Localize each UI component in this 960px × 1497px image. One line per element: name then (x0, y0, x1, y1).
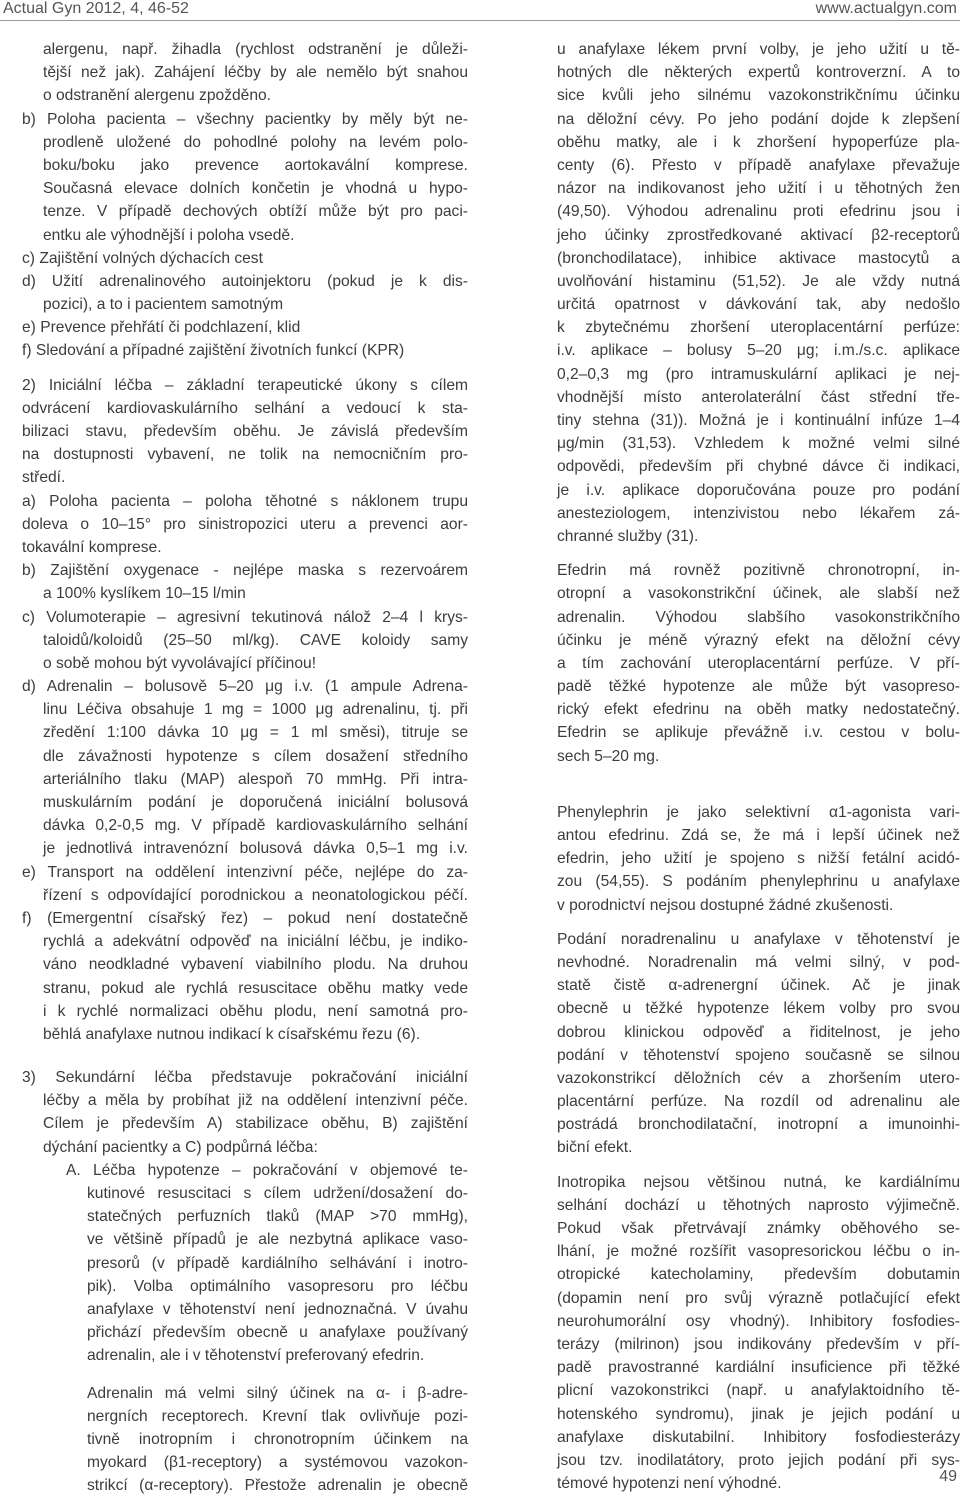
text-line: f) (Emergentní císařský řez) – pokud není dostatečně (22, 909, 468, 927)
text-line: (49,50). Výhodou adrenalinu proti efedrinu jsou i (557, 203, 960, 221)
text-line: pozici), a to i pacientem samotným (43, 296, 284, 314)
text-line: účinku je méně výrazný efekt na děložní cévy (557, 631, 960, 649)
text-line: středí. (22, 469, 66, 487)
text-line: otropické katecholaminy, především dobutamin (557, 1266, 960, 1284)
text-line: adrenalin, ale i v těhotenství preferovaný efedrin. (87, 1347, 425, 1365)
text-line: 0,2–0,3 mg (pro intramuskulární aplikaci je nej- (557, 365, 960, 383)
left-column (22, 38, 468, 1497)
text-line: Podání noradrenalinu u anafylaxe v těhotenství je (557, 930, 960, 948)
paragraph-gap (22, 363, 468, 374)
text-line: dýchání pacientky a C) podpůrná léčba: (43, 1138, 318, 1156)
text-line: d) Užití adrenalinového autoinjektoru (pokud je k dis- (22, 272, 468, 290)
paragraph-gap (22, 1046, 468, 1066)
text-line: doleva o 10–15° pro sinistropozici uteru a prevenci aor- (22, 515, 468, 533)
paragraph-gap (557, 790, 960, 801)
text-line: lhání, je možné rozšířit vasopresorickou léčbu o in- (557, 1243, 960, 1261)
text-line: A. Léčba hypotenze – pokračování v objemové te- (66, 1161, 468, 1179)
text-line: jsou tzv. inodilatátory, proto jejich podání při sys- (557, 1451, 960, 1469)
text-line: centy (6). Přesto v případě anafylaxe převažuje (557, 156, 960, 174)
text-line: odpovědi, především při chybné dávce či indikaci, (557, 458, 960, 476)
text-line: biční efekt. (557, 1139, 633, 1157)
text-line: nevhodné. Noradrenalin má velmi silný, v pod- (557, 953, 960, 971)
text-line: zou (54,55). S podáním phenylephrinu u anafylaxe (557, 873, 960, 891)
text-line: selhání dochází u těhotných naprosto výjimečně. (557, 1196, 960, 1214)
text-line: stranu, pokud ale rychlá resuscitace oběhu matky vede (43, 979, 468, 997)
text-line: tivně inotropním i chronotropním účinkem na (87, 1430, 468, 1448)
text-line: placentární perfúze. Na rozdíl od adrenalinu ale (557, 1093, 960, 1111)
text-line: f) Sledování a případné zajištění životních funkcí (KPR) (22, 342, 405, 360)
text-line: c) Volumoterapie – agresivní tekutinová nálož 2–4 l krys- (22, 608, 468, 626)
text-line: b) Poloha pacienta – všechny pacientky by měly být ne- (22, 110, 468, 128)
text-line: Efedrin se aplikuje převážně i.v. cestou v bolu- (557, 724, 960, 742)
text-line: Adrenalin má velmi silný účinek na α- i β-adre- (87, 1384, 468, 1402)
text-line: anafylaxe diskutabilní. Inhibitory fosfodiesterázy (557, 1428, 960, 1446)
text-line: terázy (milrinon) jsou indikovány především v pří- (557, 1335, 960, 1353)
text-line: dobrou klinickou odpověď a řiditelnost, je jeho (557, 1023, 960, 1041)
text-line: presorů (v případě kardiálního selhávání i inotro- (87, 1254, 468, 1272)
right-column (557, 38, 960, 1495)
text-line: určitá opatrnost v dávkování tak, aby nedošlo (557, 296, 960, 314)
text-line: bilizaci stavu, především oběhu. Je závislá především (22, 423, 468, 440)
text-line: k zbytečnému zhoršení uteroplacentární perfúze: (557, 319, 960, 337)
text-line: Pokud však přetrvávají známky oběhového se- (557, 1220, 960, 1237)
text-line: strikcí (α-receptory). Přestože adrenalin je obecně (87, 1477, 468, 1495)
text-line: sech 5–20 mg. (557, 747, 660, 765)
text-line: linu Léčiva obsahuje 1 mg = 1000 μg adrenalinu, tj. při (43, 701, 468, 719)
text-line: rychlá a adekvátní odpověď na iniciální léčbu, je indiko- (43, 933, 468, 951)
text-line: sice kvůli jeho silnému vazokonstrikčnímu účinku (557, 87, 960, 105)
text-line: 3) Sekundární léčba představuje pokračování iniciální (22, 1069, 468, 1087)
text-line: kutinové resuscitaci s cílem udržení/dosažení do- (87, 1185, 468, 1202)
text-line: a tím zachování uteroplacentární perfúze. V pří- (557, 654, 960, 672)
header-rule (0, 20, 960, 21)
journal-citation: Actual Gyn 2012, 4, 46-52 (3, 0, 189, 17)
text-line: oběhu matky, ale i k zhoršení hypoperfúze pla- (557, 133, 960, 151)
text-line: Inotropika nejsou většinou nutná, ke kardiálnímu (557, 1173, 960, 1191)
text-line: boku/boku jako prevence aortokavální komprese. (43, 156, 468, 174)
text-line: (bronchodilatace), inhibice aktivace mastocytů a (557, 249, 960, 267)
paragraph-gap (557, 917, 960, 928)
journal-website[interactable]: www.actualgyn.com (815, 0, 957, 17)
text-line: d) Adrenalin – bolusově 5–20 μg i.v. (1 ampule Adrena- (22, 678, 468, 696)
paragraph-gap (557, 768, 960, 790)
text-line: o odstranění alergenu zpožděno. (43, 87, 272, 105)
text-line: rický efekt efedrinu na oběh matky nedostatečný. (557, 701, 960, 719)
text-line: taloidů/koloidů (25–50 ml/kg). CAVE koloidy samy (43, 631, 468, 649)
text-line: tenze. V případě dechových obtíží může být pro paci- (43, 203, 468, 221)
text-line: zředění 1:100 dávka 10 μg = 1 ml směsi), titruje se (43, 724, 468, 742)
text-line: pik). Volba optimálního vasopresoru pro léčbu (87, 1277, 468, 1295)
text-line: na děložní cévy. Po jeho podání dojde k zlepšení (557, 110, 960, 128)
text-line: tokavální komprese. (22, 538, 162, 556)
text-line: alergenu, např. žihadla (rychlost odstranění je důleži- (43, 41, 468, 58)
text-line: uvolňování histaminu (51,52). Je ale vždy nutná (557, 272, 960, 290)
text-line: a) Poloha pacienta – poloha těhotné s náklonem trupu (22, 492, 468, 510)
text-line: plicní vazokonstrikci (např. u anafylaktoidního tě- (557, 1382, 960, 1400)
text-line: anesteziologem, intenzivistou nebo lékařem zá- (557, 504, 960, 522)
text-line: (dopamin není pro svůj výrazně potlačující efekt (557, 1289, 960, 1307)
text-line: přichází především obecně u anafylaxe používaný (87, 1324, 468, 1342)
text-line: neurohumorální osy vhodný). Inhibitory fosfodies- (557, 1312, 960, 1330)
text-line: otropní a vasokonstrikční účinek, ale slabší než (557, 585, 960, 603)
text-line: jeho účinky zprostředkované aktivací β2-receptorů (557, 226, 960, 244)
text-line: efedrin, jeho užití je spojeno s nižší fetální acidó- (557, 850, 960, 868)
text-line: prodleně uložené do pohodlné polohy na levém polo- (43, 133, 468, 151)
text-line: vazokonstrikcí děložních cév a zhoršením utero- (557, 1069, 960, 1087)
text-line: Cílem je především A) stabilizace oběhu, B) zajištění (43, 1115, 468, 1133)
text-line: chranné služby (31). (557, 527, 699, 545)
paragraph-gap (557, 548, 960, 559)
text-line: běhlá anafylaxe nutnou indikací k císařskému řezu (6). (43, 1025, 421, 1043)
text-line: dávka 0,2-0,5 mg. V případě kardiovaskulárního selhání (43, 817, 468, 835)
text-line: je i.v. aplikace doporučována pouze pro podání (557, 481, 960, 499)
text-line: o sobě mohou být vyvolávající příčinou! (43, 654, 317, 672)
text-line: hotenského syndromu), jinak je jejich podání u (557, 1405, 960, 1423)
text-line: Současná elevace dolních končetin je vhodná u hypo- (43, 180, 468, 198)
text-line: na dostupnosti vybavení, ne tolik na nemocničním pro- (22, 446, 468, 464)
text-line: v porodnictví nejsou dostupné žádné zkušenosti. (557, 896, 894, 914)
text-line: a 100% kyslíkem 10–15 l/min (43, 585, 246, 603)
text-line: dle závažnosti hypotenze s cílem dosažení středního (43, 747, 468, 765)
text-line: anafylaxe v těhotenství není jednoznačná. V úvahu (87, 1300, 468, 1318)
text-line: ve většině případů je ale nezbytná aplikace vaso- (87, 1231, 468, 1249)
text-line: padě pravostranné kardiální insuficience při těžké (557, 1359, 960, 1377)
text-line: obecně u těžké hypotenze lékem volby pro svou (557, 1000, 960, 1018)
text-line: u anafylaxe lékem první volby, je jeho užití u tě- (557, 41, 960, 58)
text-line: léčby a měla by probíhat již na oddělení intenzivní péče. (43, 1092, 468, 1110)
text-line: postrádá bronchodilatační, inotropní a imunoinhi- (557, 1116, 960, 1134)
text-line: e) Prevence přehřátí či podchlazení, klid (22, 319, 301, 337)
paragraph-gap (22, 1368, 468, 1382)
text-line: Efedrin má rovněž pozitivně chronotropní, in- (557, 562, 960, 580)
text-line: odvrácení kardiovaskulárního selhání a vedoucí k sta- (22, 399, 468, 417)
text-line: statě čistě α-adrenergní účinek. Ač je jinak (557, 977, 960, 995)
text-line: padě těžké hypotenze ale může být vasopreso- (557, 678, 960, 696)
text-line: názor na indikovanost jeho užití i u těhotných žen (557, 180, 960, 198)
text-line: hotných dle některých expertů kontroverzní. A to (557, 64, 960, 82)
text-line: témové hypotenzi není výhodné. (557, 1475, 782, 1493)
text-line: podání v těhotenství spojeno současně se silnou (557, 1046, 960, 1064)
text-line: je jednotlivá intravenózní bolusová dávka 0,5–1 mg i.v. (43, 840, 468, 858)
text-line: adrenalin. Výhodou slabšího vasokonstrikčního (557, 608, 960, 626)
text-line: b) Zajištění oxygenace - nejlépe maska s rezervoárem (22, 562, 468, 580)
text-line: Phenylephrin je jako selektivní α1-agonista vari- (557, 803, 960, 821)
page-number: 49 (939, 1468, 957, 1485)
text-line: statečných perfuzních tlaků (MAP >70 mmHg), (87, 1208, 468, 1226)
text-line: arteriálního tlaku (MAP) alespoň 70 mmHg. Při intra- (43, 770, 468, 788)
text-line: váno neodkladné vybavení viabilního plodu. Na druhou (43, 956, 468, 974)
text-line: entku ale výhodnější i poloha vsedě. (43, 226, 295, 244)
text-line: i.v. aplikace – bolusy 5–20 μg; i.m./s.c. aplikace (557, 342, 960, 360)
text-line: nergních receptorech. Krevní tlak ovlivňuje pozi- (87, 1407, 468, 1425)
text-line: antou efedrinu. Zdá se, že má i lepší účinek než (557, 827, 960, 844)
text-line: e) Transport na oddělení intenzivní péče, nejlépe do za- (22, 863, 468, 881)
text-line: vhodnější místo anterolaterální část střední tře- (557, 388, 960, 406)
text-line: tiny stehna (31)). Možná je i kontinuální infúze 1–4 (557, 412, 960, 429)
text-line: 2) Iniciální léčba – základní terapeutické úkony s cílem (22, 376, 468, 394)
text-line: tější než jak). Zahájení léčby by ale nemělo být snahou (43, 64, 468, 82)
text-line: c) Zajištění volných dýchacích cest (22, 249, 263, 267)
text-line: i k rychlé normalizaci oběhu plodu, není samotná pro- (43, 1002, 468, 1020)
paragraph-gap (557, 1160, 960, 1171)
text-line: myokard (β1-receptory) a systémovou vazokon- (87, 1454, 468, 1472)
text-line: muskulárním podání je doporučená iniciální bolusová (43, 794, 468, 811)
text-line: μg/min (31,53). Vzhledem k možné velmi silné (557, 435, 960, 453)
text-line: řízení s odpovídající porodnickou a neonatologickou péčí. (43, 886, 468, 904)
